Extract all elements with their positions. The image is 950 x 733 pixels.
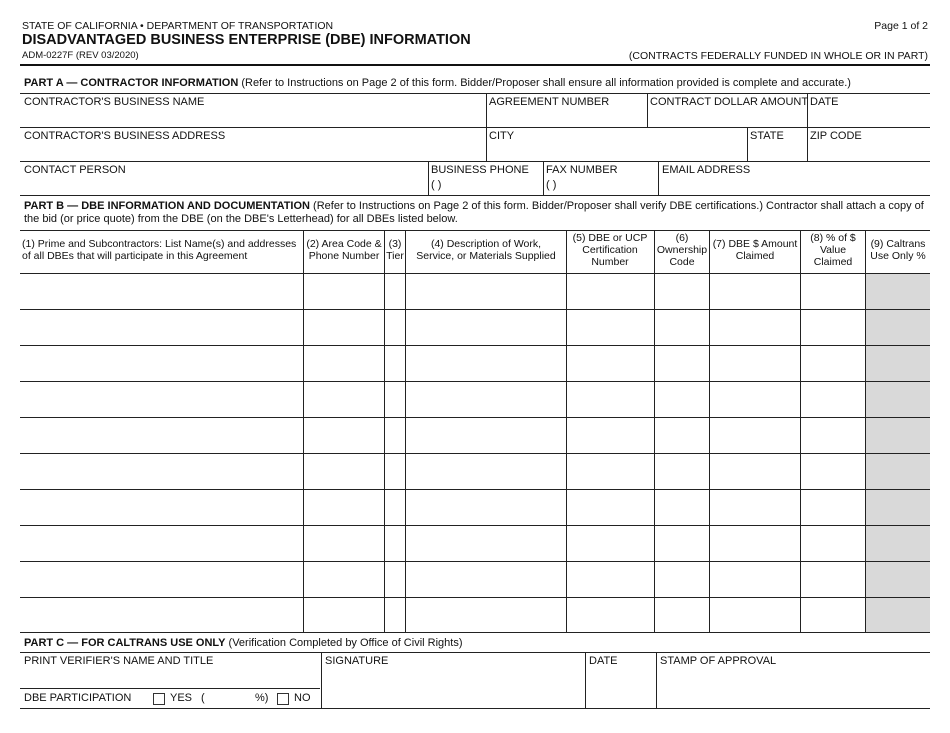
description-cell[interactable] bbox=[407, 563, 565, 596]
dbe-amount-cell[interactable] bbox=[711, 275, 799, 308]
phone-cell[interactable] bbox=[305, 455, 383, 488]
dbe-name-cell[interactable] bbox=[22, 419, 302, 452]
caltrans-use-cell bbox=[867, 311, 929, 344]
table-row-rule bbox=[20, 561, 930, 562]
part-c-date-input[interactable] bbox=[587, 670, 654, 686]
description-cell[interactable] bbox=[407, 491, 565, 524]
description-cell[interactable] bbox=[407, 275, 565, 308]
table-row-rule bbox=[20, 381, 930, 382]
zip-label: ZIP CODE bbox=[810, 130, 862, 142]
city-input[interactable] bbox=[488, 144, 745, 160]
yes-label: YES bbox=[170, 692, 193, 704]
business-address-label: CONTRACTOR'S BUSINESS ADDRESS bbox=[24, 130, 226, 142]
table-bottom-rule bbox=[20, 632, 930, 633]
dbe-amount-cell[interactable] bbox=[711, 563, 799, 596]
caltrans-use-cell bbox=[867, 275, 929, 308]
description-cell[interactable] bbox=[407, 311, 565, 344]
business-name-label: CONTRACTOR'S BUSINESS NAME bbox=[24, 96, 205, 108]
email-label: EMAIL ADDRESS bbox=[662, 164, 751, 176]
description-cell[interactable] bbox=[407, 347, 565, 380]
phone-cell[interactable] bbox=[305, 599, 383, 631]
percent-value-cell[interactable] bbox=[802, 599, 864, 631]
signature-field[interactable] bbox=[323, 670, 583, 706]
dbe-name-cell[interactable] bbox=[22, 383, 302, 416]
dbe-name-cell[interactable] bbox=[22, 347, 302, 380]
part-a-heading bbox=[24, 77, 851, 89]
dbe-name-cell[interactable] bbox=[22, 275, 302, 308]
dbe-amount-cell[interactable] bbox=[711, 455, 799, 488]
percent-value-cell[interactable] bbox=[802, 455, 864, 488]
percent-value-cell[interactable] bbox=[802, 383, 864, 416]
business-phone-label: BUSINESS PHONE bbox=[431, 164, 529, 176]
dbe-amount-cell[interactable] bbox=[711, 527, 799, 560]
email-input[interactable] bbox=[660, 178, 928, 194]
dbe-participation-label: DBE PARTICIPATION bbox=[24, 692, 132, 704]
ownership-code-cell[interactable] bbox=[656, 455, 708, 488]
part-a-heading-text: (Refer to Instructions on Page 2 of this form. Bidder/Proposer shall ensure all information provided is complete and accurate.) bbox=[238, 77, 851, 89]
no-checkbox[interactable] bbox=[277, 693, 289, 705]
part-a-row2-top bbox=[20, 127, 930, 128]
certification-cell[interactable] bbox=[568, 563, 653, 596]
caltrans-use-cell bbox=[867, 527, 929, 560]
part-a-heading-bold: PART A — CONTRACTOR INFORMATION bbox=[24, 77, 239, 89]
description-cell[interactable] bbox=[407, 527, 565, 560]
col-header-dbe-amount: (7) DBE $ Amount Claimed bbox=[712, 238, 798, 262]
description-cell[interactable] bbox=[407, 419, 565, 452]
col-header-caltrans-use: (9) Caltrans Use Only % bbox=[870, 238, 926, 262]
part-c-heading-bold: PART C — FOR CALTRANS USE ONLY bbox=[24, 637, 226, 649]
part-a-row3-top bbox=[20, 161, 930, 162]
no-label: NO bbox=[294, 692, 311, 704]
dbe-amount-cell[interactable] bbox=[711, 419, 799, 452]
stamp-of-approval-label: STAMP OF APPROVAL bbox=[660, 655, 777, 667]
agreement-number-label: AGREEMENT NUMBER bbox=[489, 96, 610, 108]
part-c-heading bbox=[24, 637, 462, 649]
part-c-divider bbox=[656, 652, 657, 708]
dbe-name-cell[interactable] bbox=[22, 527, 302, 560]
page-number: Page 1 of 2 bbox=[874, 20, 928, 32]
percent-value-cell[interactable] bbox=[802, 527, 864, 560]
city-label: CITY bbox=[489, 130, 515, 142]
certification-cell[interactable] bbox=[568, 491, 653, 524]
tier-cell[interactable] bbox=[386, 527, 404, 560]
col-header-area-code-phone: (2) Area Code & Phone Number bbox=[306, 238, 382, 262]
state-label: STATE bbox=[750, 130, 784, 142]
description-cell[interactable] bbox=[407, 599, 565, 631]
col-header-ownership-code: (6) Ownership Code bbox=[656, 232, 708, 268]
part-a-divider bbox=[647, 93, 648, 127]
table-col-divider bbox=[384, 230, 385, 632]
col-header-tier: (3) Tier bbox=[386, 238, 404, 262]
tier-cell[interactable] bbox=[386, 419, 404, 452]
ownership-code-cell[interactable] bbox=[656, 491, 708, 524]
table-col-divider bbox=[303, 230, 304, 632]
percent-value-cell[interactable] bbox=[802, 419, 864, 452]
part-c-bottom-rule bbox=[20, 708, 930, 709]
certification-cell[interactable] bbox=[568, 275, 653, 308]
contact-person-label: CONTACT PERSON bbox=[24, 164, 126, 176]
contract-amount-input[interactable] bbox=[649, 110, 805, 126]
part-a-divider bbox=[807, 127, 808, 161]
date-label: DATE bbox=[810, 96, 839, 108]
dbe-name-cell[interactable] bbox=[22, 311, 302, 344]
agreement-number-input[interactable] bbox=[488, 110, 645, 126]
table-row-rule bbox=[20, 345, 930, 346]
business-phone-area-code: ( ) bbox=[431, 179, 442, 191]
description-cell[interactable] bbox=[407, 455, 565, 488]
table-row-rule bbox=[20, 525, 930, 526]
participation-percent-input[interactable] bbox=[208, 691, 252, 706]
table-row-rule bbox=[20, 489, 930, 490]
ownership-code-cell[interactable] bbox=[656, 347, 708, 380]
table-row-rule bbox=[20, 417, 930, 418]
tier-cell[interactable] bbox=[386, 347, 404, 380]
contract-amount-label: CONTRACT DOLLAR AMOUNT bbox=[650, 96, 809, 108]
part-c-divider bbox=[585, 652, 586, 708]
table-col-divider bbox=[800, 230, 801, 632]
signature-label: SIGNATURE bbox=[325, 655, 389, 667]
ownership-code-cell[interactable] bbox=[656, 311, 708, 344]
part-a-divider bbox=[486, 127, 487, 161]
part-b-heading bbox=[24, 200, 924, 213]
part-a-divider bbox=[543, 161, 544, 195]
ownership-code-cell[interactable] bbox=[656, 419, 708, 452]
table-top-rule bbox=[20, 230, 930, 231]
table-col-divider bbox=[709, 230, 710, 632]
dbe-amount-cell[interactable] bbox=[711, 599, 799, 631]
phone-cell[interactable] bbox=[305, 347, 383, 380]
dbe-amount-cell[interactable] bbox=[711, 383, 799, 416]
tier-cell[interactable] bbox=[386, 455, 404, 488]
certification-cell[interactable] bbox=[568, 455, 653, 488]
percent-value-cell[interactable] bbox=[802, 275, 864, 308]
percent-value-cell[interactable] bbox=[802, 563, 864, 596]
table-col-divider bbox=[654, 230, 655, 632]
col-header-description: (4) Description of Work, Service, or Materials Supplied bbox=[416, 238, 556, 262]
part-b-heading-text: (Refer to Instructions on Page 2 of this form. Bidder/Proposer shall verify DBE certifications.) Contractor shall attach a copy of bbox=[309, 200, 924, 212]
business-phone-input[interactable] bbox=[466, 178, 541, 194]
tier-cell[interactable] bbox=[386, 491, 404, 524]
percent-value-cell[interactable] bbox=[802, 347, 864, 380]
certification-cell[interactable] bbox=[568, 347, 653, 380]
fax-number-label: FAX NUMBER bbox=[546, 164, 618, 176]
ownership-code-cell[interactable] bbox=[656, 599, 708, 631]
caltrans-use-cell bbox=[867, 599, 929, 631]
business-address-input[interactable] bbox=[22, 144, 484, 160]
dbe-name-cell[interactable] bbox=[22, 491, 302, 524]
phone-cell[interactable] bbox=[305, 527, 383, 560]
description-cell[interactable] bbox=[407, 383, 565, 416]
part-a-row1-top bbox=[20, 93, 930, 94]
caltrans-use-cell bbox=[867, 347, 929, 380]
part-a-divider bbox=[658, 161, 659, 195]
yes-checkbox[interactable] bbox=[153, 693, 165, 705]
table-row-rule bbox=[20, 453, 930, 454]
percent-close: %) bbox=[255, 692, 269, 704]
caltrans-use-cell bbox=[867, 563, 929, 596]
caltrans-use-cell bbox=[867, 419, 929, 452]
dbe-name-cell[interactable] bbox=[22, 599, 302, 631]
ownership-code-cell[interactable] bbox=[656, 527, 708, 560]
phone-cell[interactable] bbox=[305, 491, 383, 524]
part-a-divider bbox=[747, 127, 748, 161]
form-number: ADM-0227F (REV 03/2020) bbox=[22, 50, 139, 61]
percent-value-cell[interactable] bbox=[802, 491, 864, 524]
verifier-name-input[interactable] bbox=[22, 670, 319, 686]
date-input[interactable] bbox=[809, 110, 928, 126]
part-c-heading-text: (Verification Completed by Office of Civil Rights) bbox=[225, 637, 463, 649]
part-a-bottom bbox=[20, 195, 930, 196]
agency-name: STATE OF CALIFORNIA • DEPARTMENT OF TRANSPORTATION bbox=[22, 20, 334, 32]
part-a-divider bbox=[428, 161, 429, 195]
tier-cell[interactable] bbox=[386, 275, 404, 308]
part-c-divider bbox=[321, 652, 322, 708]
table-col-divider bbox=[865, 230, 866, 632]
caltrans-use-cell bbox=[867, 491, 929, 524]
phone-cell[interactable] bbox=[305, 311, 383, 344]
ownership-code-cell[interactable] bbox=[656, 275, 708, 308]
col-header-prime-subcontractors: (1) Prime and Subcontractors: List Name(s) and addresses of all DBEs that will participate in this Agreement bbox=[22, 238, 297, 262]
ownership-code-cell[interactable] bbox=[656, 383, 708, 416]
percent-value-cell[interactable] bbox=[802, 311, 864, 344]
dbe-amount-cell[interactable] bbox=[711, 347, 799, 380]
ownership-code-cell[interactable] bbox=[656, 563, 708, 596]
col-header-percent-value: (8) % of $ Value Claimed bbox=[810, 232, 856, 268]
percent-open-paren: ( bbox=[201, 692, 205, 704]
caltrans-use-cell bbox=[867, 455, 929, 488]
stamp-of-approval-field[interactable] bbox=[658, 670, 928, 706]
zip-input[interactable] bbox=[809, 144, 928, 160]
table-header-rule bbox=[20, 273, 930, 274]
col-header-certification-number: (5) DBE or UCP Certification Number bbox=[572, 232, 648, 268]
fax-number-input[interactable] bbox=[581, 178, 656, 194]
tier-cell[interactable] bbox=[386, 599, 404, 631]
part-a-divider bbox=[486, 93, 487, 127]
form-title: DISADVANTAGED BUSINESS ENTERPRISE (DBE) INFORMATION bbox=[22, 32, 471, 48]
table-col-divider bbox=[566, 230, 567, 632]
certification-cell[interactable] bbox=[568, 311, 653, 344]
state-input[interactable] bbox=[749, 144, 805, 160]
funding-note: (CONTRACTS FEDERALLY FUNDED IN WHOLE OR IN PART) bbox=[628, 50, 928, 62]
dbe-name-cell[interactable] bbox=[22, 563, 302, 596]
tier-cell[interactable] bbox=[386, 311, 404, 344]
table-row-rule bbox=[20, 309, 930, 310]
part-a-top-rule bbox=[20, 64, 930, 66]
table-col-divider bbox=[405, 230, 406, 632]
dbe-amount-cell[interactable] bbox=[711, 491, 799, 524]
table-row-rule bbox=[20, 597, 930, 598]
certification-cell[interactable] bbox=[568, 599, 653, 631]
dbe-amount-cell[interactable] bbox=[711, 311, 799, 344]
contact-person-input[interactable] bbox=[22, 178, 426, 194]
phone-cell[interactable] bbox=[305, 275, 383, 308]
part-c-mid-rule bbox=[20, 688, 320, 689]
tier-cell[interactable] bbox=[386, 383, 404, 416]
part-c-top-rule bbox=[20, 652, 930, 653]
verifier-name-label: PRINT VERIFIER'S NAME AND TITLE bbox=[24, 655, 214, 667]
certification-cell[interactable] bbox=[568, 527, 653, 560]
phone-cell[interactable] bbox=[305, 383, 383, 416]
tier-cell[interactable] bbox=[386, 563, 404, 596]
fax-area-code: ( ) bbox=[546, 179, 557, 191]
certification-cell[interactable] bbox=[568, 383, 653, 416]
phone-cell[interactable] bbox=[305, 419, 383, 452]
certification-cell[interactable] bbox=[568, 419, 653, 452]
phone-cell[interactable] bbox=[305, 563, 383, 596]
part-b-heading-line2: the bid (or price quote) from the DBE (on the DBE's Letterhead) for all DBEs listed below. bbox=[24, 213, 458, 225]
part-c-date-label: DATE bbox=[589, 655, 618, 667]
dbe-name-cell[interactable] bbox=[22, 455, 302, 488]
business-name-input[interactable] bbox=[22, 110, 484, 126]
caltrans-use-cell bbox=[867, 383, 929, 416]
part-b-heading-bold: PART B — DBE INFORMATION AND DOCUMENTATION bbox=[24, 200, 310, 212]
